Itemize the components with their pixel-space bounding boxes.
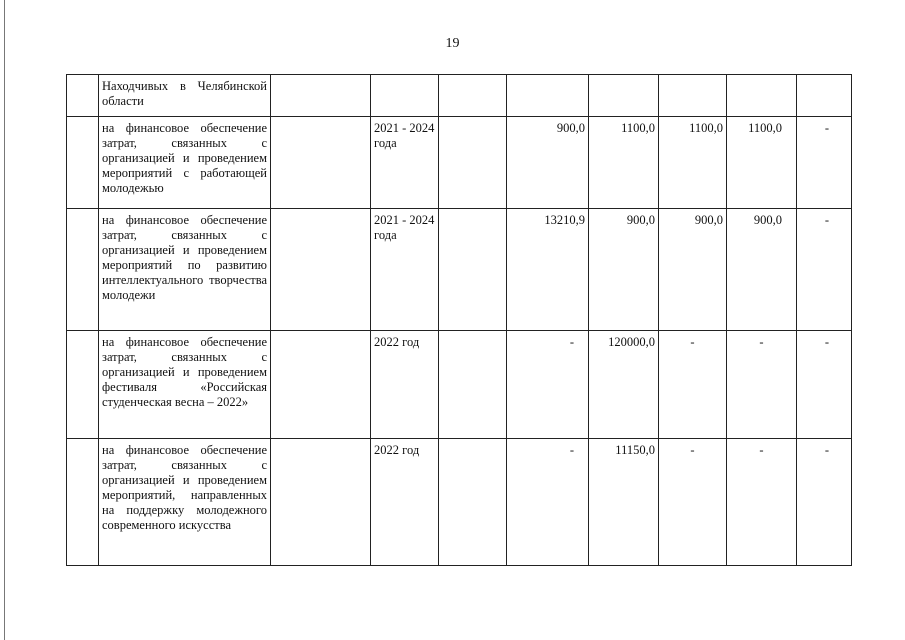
budget-table [66,74,852,566]
period-cell: 2021 - 2024 года [371,209,439,331]
executor-cell [271,75,371,117]
source-cell [439,209,507,331]
value-2022-cell [589,75,659,117]
source-cell [439,439,507,566]
value-2025-cell: - [797,331,852,439]
row-number-cell [67,75,99,117]
value-2023-cell [659,75,727,117]
period-cell: 2021 - 2024 года [371,117,439,209]
source-cell [439,75,507,117]
row-number-cell [67,117,99,209]
description-cell: Находчивых в Челябинской области [99,75,271,117]
period-cell: 2022 год [371,331,439,439]
value-2021-cell: 13210,9 [507,209,589,331]
value-2022-cell: 900,0 [589,209,659,331]
executor-cell [271,439,371,566]
value-2024-cell: - [727,331,797,439]
value-2025-cell: - [797,439,852,566]
table-row [67,75,852,117]
value-2023-cell: 1100,0 [659,117,727,209]
value-2025-cell: - [797,117,852,209]
source-cell [439,331,507,439]
description-cell: на финансовое обеспечение затрат, связанных с организацией и проведением фестиваля «Российская студенческая весна – 2022» [99,331,271,439]
table-row [67,117,852,209]
row-number-cell [67,439,99,566]
value-2024-cell: 900,0 [727,209,797,331]
description-cell: на финансовое обеспечение затрат, связанных с организацией и проведением мероприятий по развитию интеллектуального творчества молодежи [99,209,271,331]
value-2022-cell: 1100,0 [589,117,659,209]
row-number-cell [67,331,99,439]
page-number: 19 [445,36,460,51]
value-2022-cell: 11150,0 [589,439,659,566]
row-number-cell [67,209,99,331]
value-2021-cell [507,75,589,117]
value-2025-cell: - [797,209,852,331]
period-cell: 2022 год [371,439,439,566]
table-row [67,331,852,439]
executor-cell [271,209,371,331]
period-cell [371,75,439,117]
value-2024-cell [727,75,797,117]
value-2025-cell [797,75,852,117]
table-row [67,439,852,566]
value-2023-cell: 900,0 [659,209,727,331]
value-2024-cell: - [727,439,797,566]
table-row [67,209,852,331]
source-cell [439,117,507,209]
value-2021-cell: - [507,439,589,566]
value-2023-cell: - [659,331,727,439]
description-cell: на финансовое обеспечение затрат, связанных с организацией и проведением мероприятий с работающей молодежью [99,117,271,209]
value-2022-cell: 120000,0 [589,331,659,439]
value-2023-cell: - [659,439,727,566]
executor-cell [271,331,371,439]
value-2021-cell: 900,0 [507,117,589,209]
value-2024-cell: 1100,0 [727,117,797,209]
value-2021-cell: - [507,331,589,439]
description-cell: на финансовое обеспечение затрат, связанных с организацией и проведением мероприятий, направленных на поддержку молодежного современного искусства [99,439,271,566]
page-left-edge [4,0,5,640]
executor-cell [271,117,371,209]
